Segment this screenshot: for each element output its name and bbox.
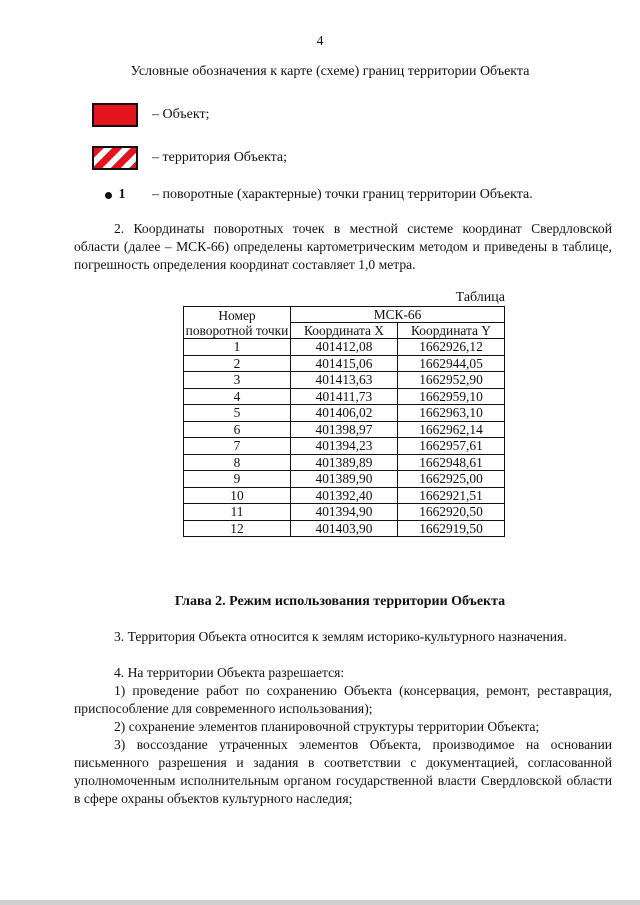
table-row bbox=[184, 471, 505, 488]
scan-bottom-edge bbox=[0, 900, 640, 905]
table-row bbox=[184, 421, 505, 438]
point-label: 1 bbox=[118, 187, 126, 202]
coordinates-table bbox=[183, 306, 505, 537]
cell-coordinate-x: 401413,63 bbox=[291, 372, 398, 389]
cell-point-number: 9 bbox=[184, 471, 291, 488]
table-row bbox=[184, 405, 505, 422]
cell-coordinate-x: 401412,08 bbox=[291, 339, 398, 356]
table-row bbox=[184, 372, 505, 389]
cell-coordinate-x: 401415,06 bbox=[291, 355, 398, 372]
cell-point-number: 6 bbox=[184, 421, 291, 438]
paragraph-4: 4. На территории Объекта разрешается: bbox=[114, 665, 345, 680]
cell-point-number: 5 bbox=[184, 405, 291, 422]
cell-point-number: 4 bbox=[184, 388, 291, 405]
object-symbol-icon bbox=[92, 103, 138, 127]
page-number: 4 bbox=[316, 34, 324, 49]
legend-item-text: – поворотные (характерные) точки границ территории Объекта. bbox=[152, 187, 533, 202]
cell-coordinate-y: 1662952,90 bbox=[398, 372, 505, 389]
cell-coordinate-y: 1662962,14 bbox=[398, 421, 505, 438]
cell-coordinate-y: 1662959,10 bbox=[398, 388, 505, 405]
cell-point-number: 8 bbox=[184, 454, 291, 471]
header-y: Координата Y bbox=[398, 323, 505, 339]
cell-coordinate-x: 401411,73 bbox=[291, 388, 398, 405]
legend-title: Условные обозначения к карте (схеме) границ территории Объекта bbox=[130, 64, 530, 79]
cell-coordinate-x: 401389,89 bbox=[291, 454, 398, 471]
point-dot-icon bbox=[105, 192, 112, 199]
cell-point-number: 2 bbox=[184, 355, 291, 372]
cell-coordinate-y: 1662957,61 bbox=[398, 438, 505, 455]
table-row bbox=[184, 388, 505, 405]
header-x: Координата X bbox=[291, 323, 398, 339]
paragraph-coordinates: 2. Координаты поворотных точек в местной системе координат Свердловской области (далее – МСК-66) определены картометрическим методом и приведены в таблице, погрешность определения координат составляет 1,0 метра. bbox=[74, 221, 612, 272]
cell-coordinate-y: 1662926,12 bbox=[398, 339, 505, 356]
header-coordinate-system: МСК-66 bbox=[291, 307, 505, 323]
cell-coordinate-x: 401392,40 bbox=[291, 487, 398, 504]
table-caption: Таблица bbox=[455, 290, 505, 305]
cell-coordinate-x: 401394,23 bbox=[291, 438, 398, 455]
table-row bbox=[184, 438, 505, 455]
legend-item-turning-point bbox=[92, 183, 533, 207]
paragraph-3: 3. Территория Объекта относится к землям историко-культурного назначения. bbox=[114, 629, 567, 644]
legend-item-territory bbox=[92, 146, 287, 170]
table-row bbox=[184, 454, 505, 471]
cell-coordinate-x: 401389,90 bbox=[291, 471, 398, 488]
cell-coordinate-y: 1662944,05 bbox=[398, 355, 505, 372]
cell-point-number: 1 bbox=[184, 339, 291, 356]
paragraph-4-2: 2) сохранение элементов планировочной структуры территории Объекта; bbox=[114, 719, 540, 734]
table-row bbox=[184, 504, 505, 521]
header-point-number: Номер поворотной точки bbox=[184, 307, 291, 339]
cell-coordinate-x: 401406,02 bbox=[291, 405, 398, 422]
cell-coordinate-x: 401394,90 bbox=[291, 504, 398, 521]
cell-point-number: 7 bbox=[184, 438, 291, 455]
cell-point-number: 12 bbox=[184, 520, 291, 537]
table-body bbox=[184, 339, 505, 537]
table-row bbox=[184, 339, 505, 356]
legend-item-text: – Объект; bbox=[152, 107, 210, 122]
paragraph-4-1: 1) проведение работ по сохранению Объекта (консервация, ремонт, реставрация, приспособление для современного использования); bbox=[74, 683, 612, 716]
table-row bbox=[184, 487, 505, 504]
turning-point-icon bbox=[92, 183, 138, 207]
cell-coordinate-y: 1662925,00 bbox=[398, 471, 505, 488]
cell-coordinate-x: 401398,97 bbox=[291, 421, 398, 438]
cell-point-number: 11 bbox=[184, 504, 291, 521]
cell-coordinate-y: 1662919,50 bbox=[398, 520, 505, 537]
legend-item-object bbox=[92, 103, 209, 127]
cell-coordinate-x: 401403,90 bbox=[291, 520, 398, 537]
cell-coordinate-y: 1662920,50 bbox=[398, 504, 505, 521]
cell-coordinate-y: 1662963,10 bbox=[398, 405, 505, 422]
cell-point-number: 3 bbox=[184, 372, 291, 389]
legend-item-text: – территория Объекта; bbox=[152, 150, 288, 165]
cell-point-number: 10 bbox=[184, 487, 291, 504]
table-row bbox=[184, 520, 505, 537]
table-row bbox=[184, 355, 505, 372]
cell-coordinate-y: 1662948,61 bbox=[398, 454, 505, 471]
chapter-title: Глава 2. Режим использования территории Объекта bbox=[174, 594, 506, 609]
paragraph-4-3: 3) воссоздание утраченных элементов Объекта, производимое на основании письменного разрешения и задания в соответствии с документацией, согласованной уполномоченным исполнительным органом государственной власти Свердловской области в сфере охраны объектов культурного наследия; bbox=[74, 737, 612, 806]
territory-hatch-icon bbox=[92, 146, 138, 170]
cell-coordinate-y: 1662921,51 bbox=[398, 487, 505, 504]
